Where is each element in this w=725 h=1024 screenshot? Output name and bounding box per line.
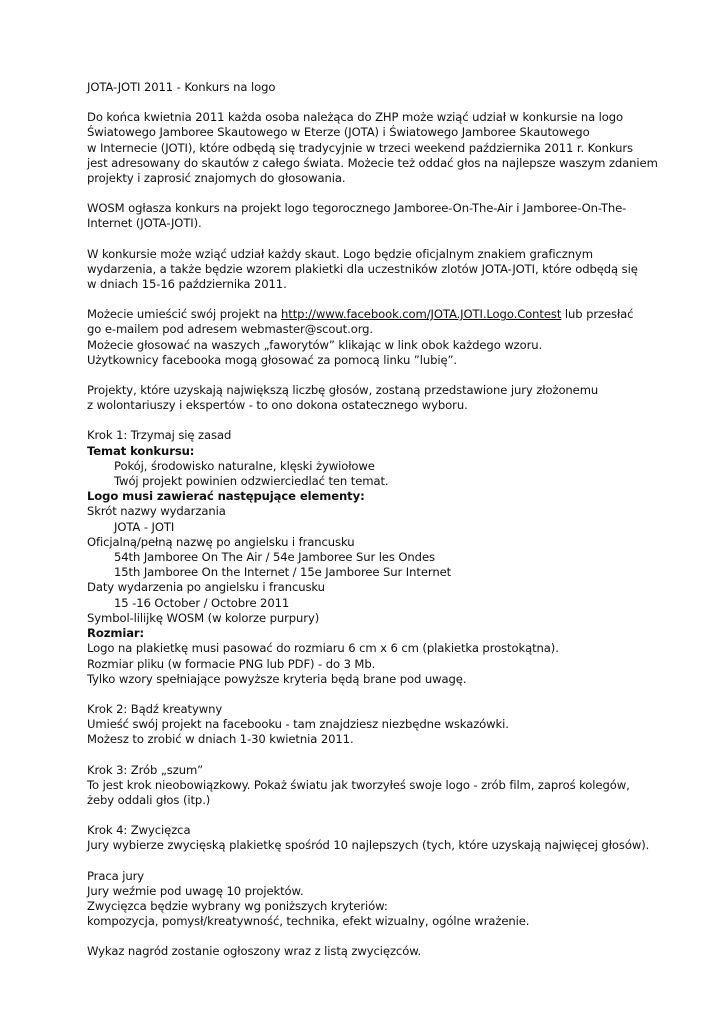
document-title: JOTA-JOTI 2011 - Konkurs na logo (87, 80, 276, 94)
step4-heading: Krok 4: Zwycięzca (87, 823, 191, 838)
paragraph-line: projekty i zaprosić znajomych do głosowania. (87, 171, 346, 186)
step4-section (87, 823, 687, 853)
paragraph-line: WOSM ogłasza konkurs na projekt logo tegorocznego Jamboree-On-The-Air i Jamboree-On-The- (87, 201, 627, 216)
full-name-value: 15th Jamboree On the Internet / 15e Jamboree Sur Internet (114, 565, 452, 580)
paragraph-line: Jury wybierze zwycięską plakietkę spośród 10 najlepszych (tych, które uzyskają najwięcej głosów). (87, 838, 650, 853)
paragraph-line: Możesz to zrobić w dniach 1-30 kwietnia 2011. (87, 732, 354, 747)
paragraph-line: Do końca kwietnia 2011 każda osoba należąca do ZHP może wziąć udział w konkursie na logo (87, 110, 624, 125)
paragraph-line: W konkursie może wziąć udział każdy skaut. Logo będzie oficjalnym znakiem graficznym (87, 246, 593, 261)
submit-paragraph (87, 307, 687, 368)
wosm-paragraph (87, 201, 687, 231)
size-line: Rozmiar pliku (w formacie PNG lub PDF) - do 3 Mb. (87, 656, 376, 671)
document-page (87, 80, 687, 960)
paragraph-line: żeby oddali głos (itp.) (87, 792, 211, 807)
theme-item: Twój projekt powinien odzwierciedlać ten temat. (114, 474, 389, 489)
paragraph-line: jest adresowany do skautów z całego świata. Możecie też oddać głos na najlepsze waszym zdaniem (87, 155, 658, 170)
paragraph-line: Możecie głosować na waszych „faworytów” klikając w link obok każdego wzoru. (87, 337, 543, 352)
submit-suffix: lub przesłać (561, 307, 634, 322)
paragraph-line: Użytkownicy facebooka mogą głosować za pomocą linku ”lubię”. (87, 352, 457, 367)
step2-section (87, 702, 687, 748)
paragraph-line: To jest krok nieobowiązkowy. Pokaż światu jak tworzyłeś swoje logo - zrób film, zaproś kolegów, (87, 777, 630, 792)
jury-work-section (87, 869, 687, 930)
paragraph-line: go e-mailem pod adresem webmaster@scout.org. (87, 322, 374, 337)
jury-intro-paragraph (87, 383, 687, 413)
participation-paragraph (87, 247, 687, 293)
paragraph-line: w Internecie (JOTI), które odbędą się tradycyjnie w trzeci weekend października 2011 r. Konkurs (87, 140, 633, 155)
paragraph-line: Projekty, które uzyskają największą liczbę głosów, zostaną przedstawione jury złożonemu (87, 383, 599, 398)
paragraph-line: w dniach 15-16 października 2011. (87, 277, 287, 292)
submit-first-line (87, 307, 687, 322)
submit-prefix: Możecie umieścić swój projekt na (87, 307, 282, 322)
paragraph-line: Zwycięzca będzie wybrany wg poniższych kryteriów: (87, 898, 388, 913)
short-name-value: JOTA - JOTI (114, 519, 175, 534)
short-name-label: Skrót nazwy wydarzania (87, 504, 226, 519)
dates-value: 15 -16 October / Octobre 2011 (114, 595, 290, 610)
symbol-requirement: Symbol-lilijkę WOSM (w kolorze purpury) (87, 610, 320, 625)
step1-heading: Krok 1: Trzymaj się zasad (87, 428, 232, 443)
paragraph-line: Umieść swój projekt na facebooku - tam znajdziesz niezbędne wskazówki. (87, 717, 509, 732)
dates-label: Daty wydarzenia po angielsku i francusku (87, 580, 325, 595)
paragraph-line: kompozycja, pomysł/kreatywność, technika, efekt wizualny, ogólne wrażenie. (87, 914, 530, 929)
theme-heading: Temat konkursu: (87, 443, 195, 458)
paragraph-line: wydarzenia, a także będzie wzorem plakietki dla uczestników zlotów JOTA-JOTI, które odbędą się (87, 261, 638, 276)
size-heading: Rozmiar: (87, 626, 145, 641)
full-name-value: 54th Jamboree On The Air / 54e Jamboree Sur les Ondes (114, 550, 435, 565)
step1-section (87, 428, 687, 686)
step3-heading: Krok 3: Zrób „szum” (87, 762, 204, 777)
closing-line: Wykaz nagród zostanie ogłoszony wraz z listą zwycięzców. (87, 944, 422, 959)
elements-heading: Logo musi zawierać następujące elementy: (87, 489, 365, 504)
paragraph-line: z wolontariuszy i ekspertów - to ono dokona ostatecznego wyboru. (87, 398, 468, 413)
paragraph-line: Jury weźmie pod uwagę 10 projektów. (87, 883, 304, 898)
step3-section (87, 763, 687, 809)
size-line: Logo na plakietkę musi pasować do rozmiaru 6 cm x 6 cm (plakietka prostokątna). (87, 641, 559, 656)
intro-paragraph (87, 110, 687, 186)
jury-work-heading: Praca jury (87, 868, 145, 883)
full-name-label: Oficjalną/pełną nazwę po angielsku i francusku (87, 534, 355, 549)
paragraph-line: Internet (JOTA-JOTI). (87, 216, 202, 231)
size-line: Tylko wzory spełniające powyższe kryteria będą brane pod uwagę. (87, 671, 467, 686)
facebook-contest-link[interactable]: http://www.facebook.com/JOTA.JOTI.Logo.Contest (281, 307, 562, 322)
paragraph-line: Światowego Jamboree Skautowego w Eterze (JOTA) i Światowego Jamboree Skautowego (87, 125, 590, 140)
theme-item: Pokój, środowisko naturalne, klęski żywiołowe (114, 458, 375, 473)
step2-heading: Krok 2: Bądź kreatywny (87, 701, 223, 716)
